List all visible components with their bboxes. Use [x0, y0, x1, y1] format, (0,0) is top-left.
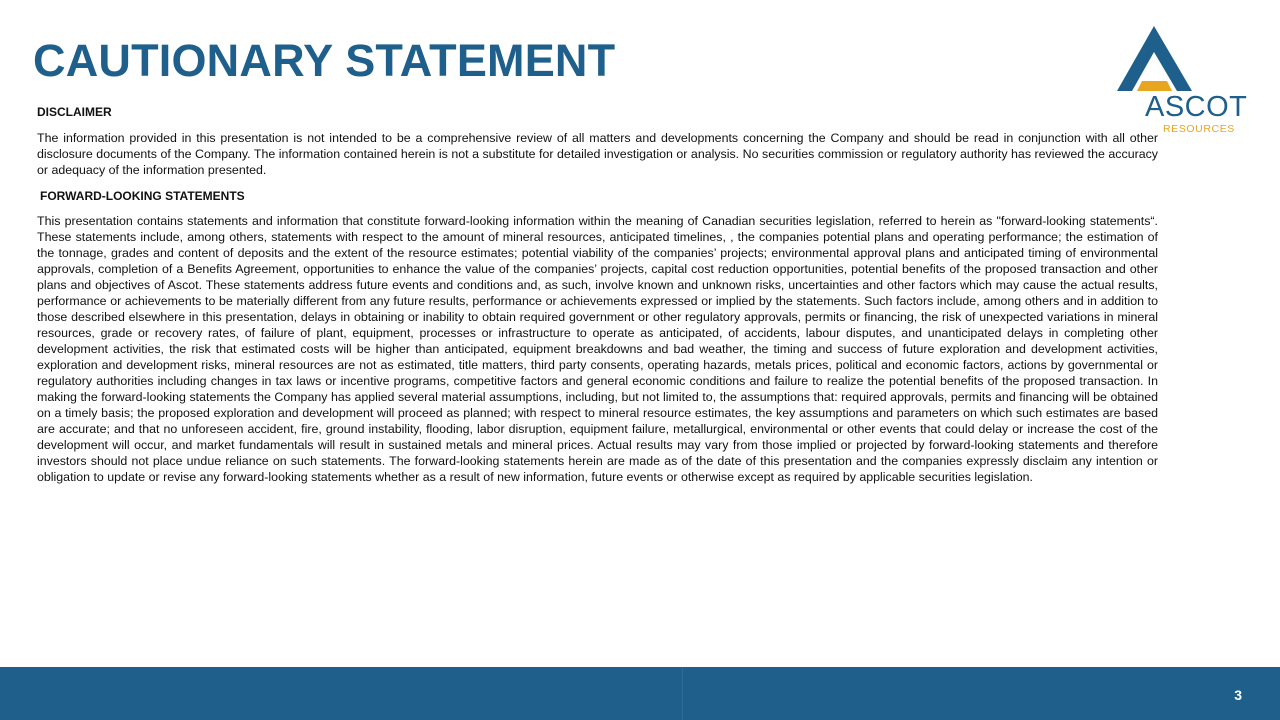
forward-looking-heading: FORWARD-LOOKING STATEMENTS: [40, 189, 245, 203]
forward-looking-body: This presentation contains statements and information that constitute forward-looking information within the meaning of Canadian securities legislation, referred to herein as "forward-looking statements“. These statements include, among others, statements with respect to the amount of mineral resources, anticipated timelines, , the companies potential plans and operating performance; the estimation of the tonnage, grades and content of deposits and the extent of the resource estimates; potential viability of the companies’ projects; environmental approval plans and anticipated timing of environmental approvals, completion of a Benefits Agreement, opportunities to enhance the value of the companies’ projects, capital cost reduction opportunities, potential benefits of the proposed transaction and other plans and objectives of Ascot. These statements address future events and conditions and, as such, involve known and unknown risks, uncertainties and other factors which may cause the actual results, performance or achievements to be materially different from any future results, performance or achievements expressed or implied by the statements. Such factors include, among others and in addition to those described elsewhere in this presentation, delays in obtaining or inability to obtain required government or other regulatory approvals, permits or financing, the risk of unexpected variations in mineral resources, grade or recovery rates, of failure of plant, equipment, processes or infrastructure to operate as anticipated, of accidents, labour disputes, and unanticipated delays in completing other development activities, the risk that estimated costs will be higher than anticipated, equipment breakdowns and bad weather, the timing and success of future exploration and development activities, exploration and development risks, mineral resources are not as estimated, title matters, third party consents, operating hazards, metals prices, political and economic factors, actions by governmental or regulatory authorities including changes in tax laws or incentive programs, competitive factors and general economic conditions and failure to realize the potential benefits of the proposed transaction. In making the forward-looking statements the Company has applied several material assumptions, including, but not limited to, the assumptions that: required approvals, permits and financing will be obtained on a timely basis; the proposed exploration and development will proceed as planned; with respect to mineral resource estimates, the key assumptions and parameters on which such estimates are based are accurate; and that no unforeseen accident, fire, ground instability, flooding, labor disruption, equipment failure, metallurgical, environmental or other events that could delay or increase the cost of the development will occur, and market fundamentals will result in sustained metals and mineral prices. Actual results may vary from those implied or projected by forward-looking statements and therefore investors should not place undue reliance on such statements. The forward-looking statements herein are made as of the date of this presentation and the companies expressly disclaim any intention or obligation to update or revise any forward-looking statements whether as a result of new information, future events or otherwise except as required by applicable securities legislation.: [37, 214, 1158, 484]
footer-bar: [0, 667, 1280, 720]
cautionary-content: [37, 104, 1158, 485]
logo-brand-text: ASCOT: [1145, 91, 1248, 123]
disclaimer-body: The information provided in this presentation is not intended to be a comprehensive review of all matters and developments concerning the Company and should be read in conjunction with all other disclosure documents of the Company. The information contained herein is not a substitute for detailed investigation or analysis. No securities commission or regulatory authority has reviewed the accuracy or adequacy of the information presented.: [37, 131, 1158, 177]
disclaimer-heading: DISCLAIMER: [37, 105, 112, 119]
page-title: CAUTIONARY STATEMENT: [33, 35, 616, 86]
page-number: 3: [1234, 687, 1242, 703]
logo-tagline: RESOURCES: [1163, 123, 1235, 135]
footer-divider: [682, 667, 683, 720]
